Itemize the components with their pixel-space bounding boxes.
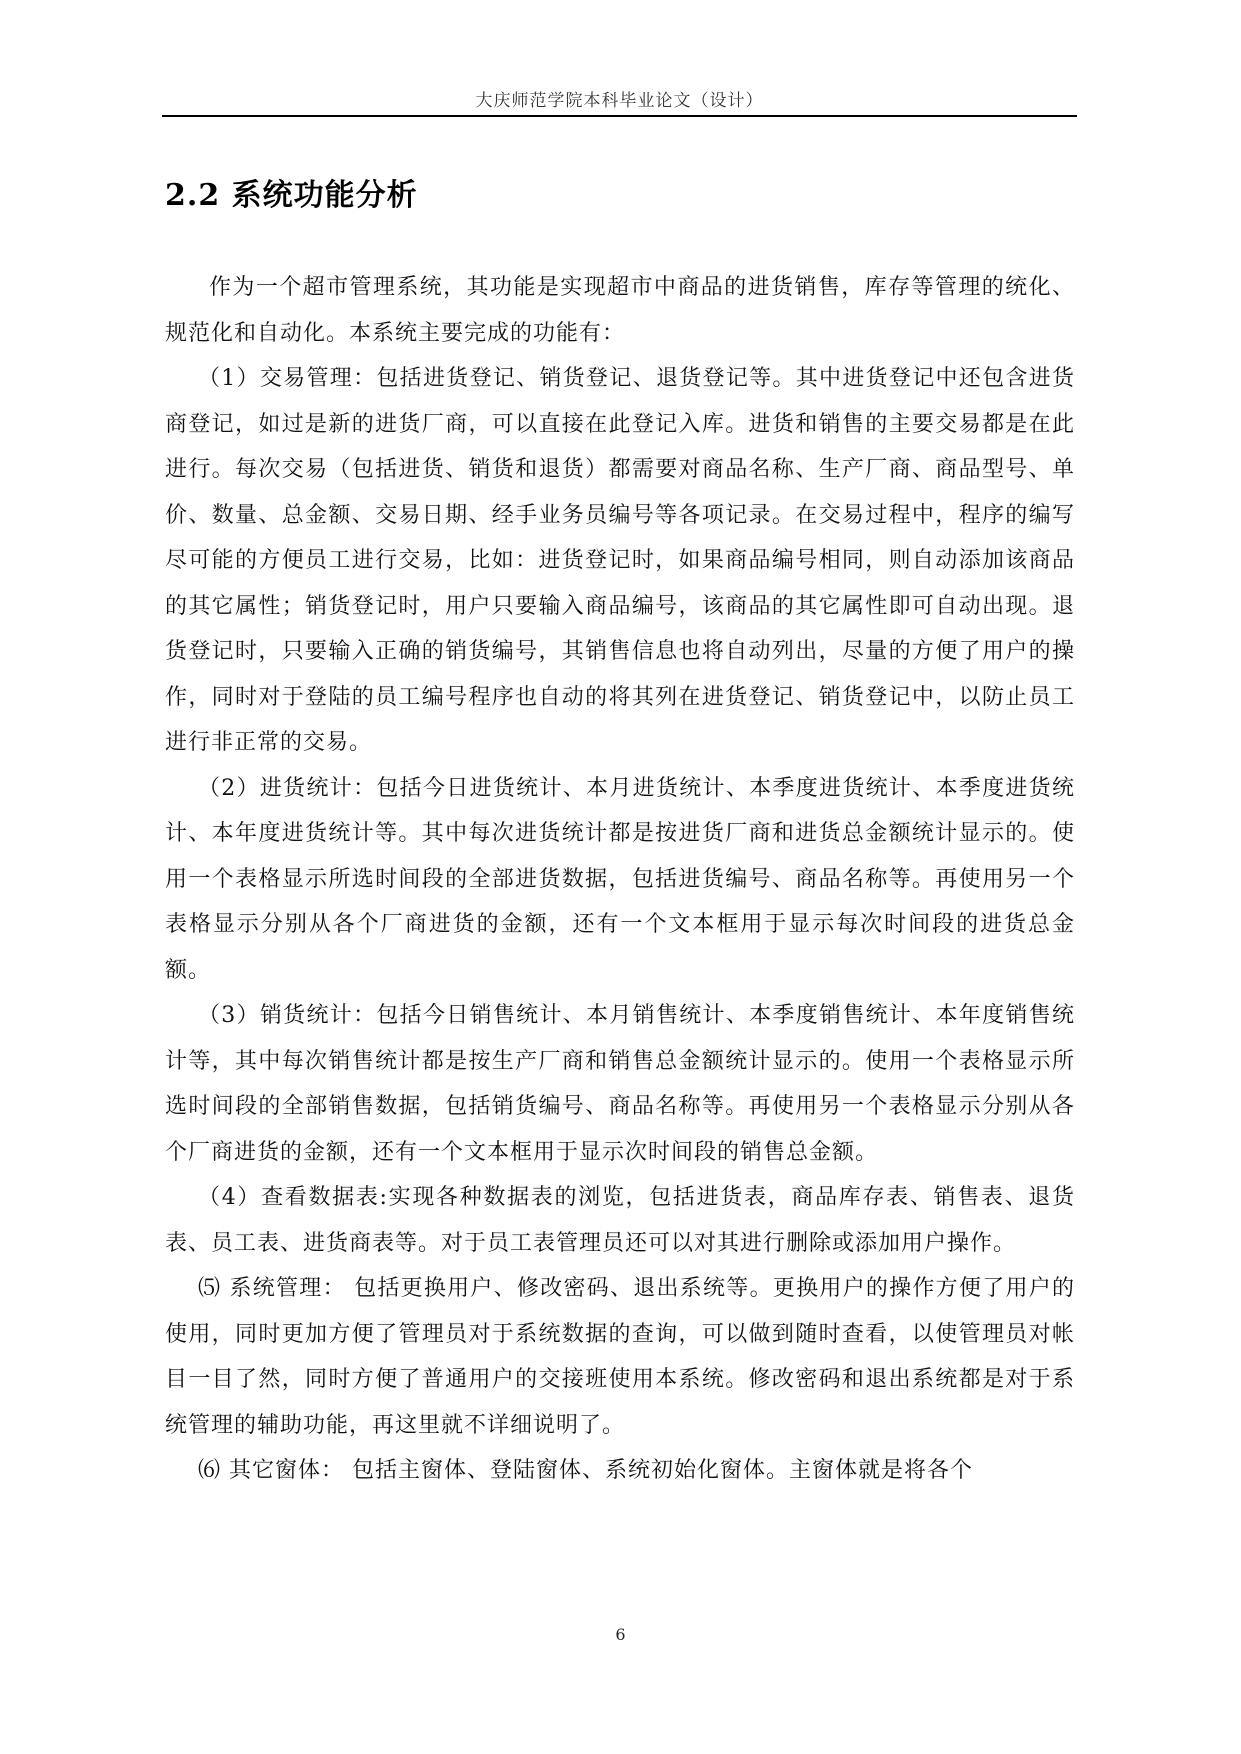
paragraph-purchase-statistics: （2）进货统计：包括今日进货统计、本月进货统计、本季度进货统计、本季度进货统计、本年度进货统计等。其中每次进货统计都是按进货厂商和进货总金额统计显示的。使用一个表格显示所选时间段的全部进货数据，包括进货编号、商品名称等。再使用另一个表格显示分别从各个厂商进货的金额，还有一个文本框用于显示每次时间段的进货总金额。	[165, 775, 1075, 983]
body-text	[165, 265, 1075, 1494]
paragraph-other-windows: ⑹ 其它窗体： 包括主窗体、登陆窗体、系统初始化窗体。主窗体就是将各个	[198, 1458, 973, 1483]
header-rule	[162, 115, 1077, 117]
paragraph-transaction-management: （1）交易管理：包括进货登记、销货登记、退货登记等。其中进货登记中还包含进货商登记，如过是新的进货厂商，可以直接在此登记入库。进货和销售的主要交易都是在此进行。每次交易（包括进货、销货和退货）都需要对商品名称、生产厂商、商品型号、单价、数量、总金额、交易日期、经手业务员编号等各项记录。在交易过程中，程序的编写尽可能的方便员工进行交易，比如：进货登记时，如果商品编号相同，则自动添加该商品的其它属性；销货登记时，用户只要输入商品编号，该商品的其它属性即可自动出现。退货登记时，只要输入正确的销货编号，其销售信息也将自动列出，尽量的方便了用户的操作，同时对于登陆的员工编号程序也自动的将其列在进货登记、销货登记中，以防止员工进行非正常的交易。	[165, 366, 1075, 755]
paragraph-intro: 作为一个超市管理系统，其功能是实现超市中商品的进货销售，库存等管理的统化、规范化和自动化。本系统主要完成的功能有：	[165, 275, 1075, 346]
paragraph-view-tables: （4）查看数据表:实现各种数据表的浏览，包括进货表，商品库存表、销售表、退货表、员工表、进货商表等。对于员工表管理员还可以对其进行删除或添加用户操作。	[165, 1185, 1075, 1256]
paragraph-system-management: ⑸ 系统管理： 包括更换用户、修改密码、退出系统等。更换用户的操作方便了用户的使用，同时更加方便了管理员对于系统数据的查询，可以做到随时查看，以使管理员对帐目一目了然，同时方便了普通用户的交接班使用本系统。修改密码和退出系统都是对于系统管理的辅助功能，再这里就不详细说明了。	[165, 1276, 1075, 1438]
paragraph-sales-statistics: （3）销货统计：包括今日销售统计、本月销售统计、本季度销售统计、本年度销售统计等，其中每次销售统计都是按生产厂商和销售总金额统计显示的。使用一个表格显示所选时间段的全部销售数据，包括销货编号、商品名称等。再使用另一个表格显示分别从各个厂商进货的金额，还有一个文本框用于显示次时间段的销售总金额。	[165, 1003, 1075, 1165]
page-number: 6	[615, 1625, 626, 1644]
page-header: 大庆师范学院本科毕业论文（设计）	[475, 91, 764, 111]
section-title: 2.2 系统功能分析	[165, 178, 418, 213]
